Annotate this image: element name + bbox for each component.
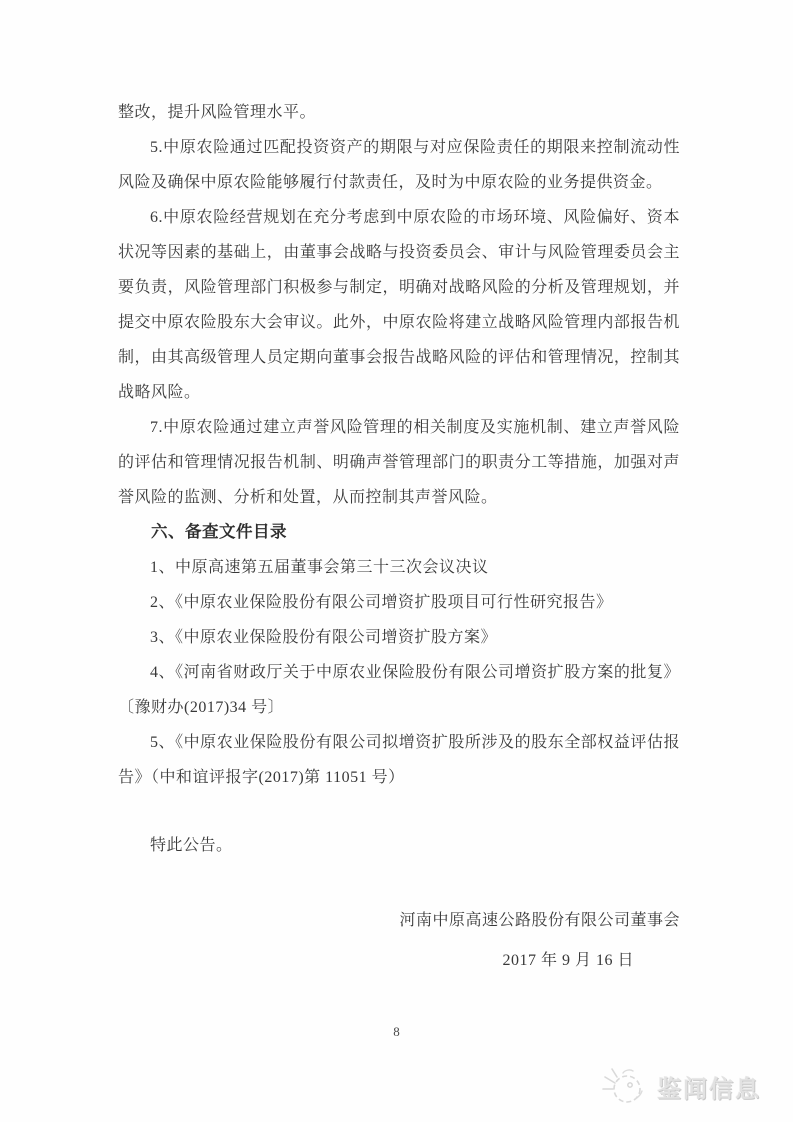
body-paragraph: 整改，提升风险管理水平。 bbox=[118, 104, 317, 121]
list-item: 4、《河南省财政厅关于中原农业保险股份有限公司增资扩股方案的批复》〔豫财办(2017)34 号〕 bbox=[118, 664, 680, 716]
list-item: 5、《中原农业保险股份有限公司拟增资扩股所涉及的股东全部权益评估报告》（中和谊评报字(2017)第 11051 号） bbox=[118, 734, 680, 786]
body-paragraph: 6.中原农险经营规划在充分考虑到中原农险的市场环境、风险偏好、资本状况等因素的基础上，由董事会战略与投资委员会、审计与风险管理委员会主要负责，风险管理部门积极参与制定，明确对战略风险的分析及管理规划，并提交中原农险股东大会审议。此外，中原农险将建立战略风险管理内部报告机制，由其高级管理人员定期向董事会报告战略风险的评估和管理情况，控制其战略风险。 bbox=[118, 209, 680, 401]
watermark bbox=[597, 1063, 761, 1109]
closing-statement: 特此公告。 bbox=[150, 837, 233, 854]
list-item: 1、中原高速第五届董事会第三十三次会议决议 bbox=[150, 559, 489, 576]
section-heading: 六、备查文件目录 bbox=[151, 523, 287, 541]
body-paragraph: 5.中原农险通过匹配投资资产的期限与对应保险责任的期限来控制流动性风险及确保中原农险能够履行付款责任，及时为中原农险的业务提供资金。 bbox=[118, 139, 680, 191]
document-body bbox=[118, 95, 680, 978]
body-paragraph: 7.中原农险通过建立声誉风险管理的相关制度及实施机制、建立声誉风险的评估和管理情况报告机制、明确声誉管理部门的职责分工等措施，加强对声誉风险的监测、分析和处置，从而控制其声誉风险。 bbox=[118, 419, 680, 506]
signature-date: 2017 年 9 月 16 日 bbox=[502, 952, 634, 969]
signature-company: 河南中原高速公路股份有限公司董事会 bbox=[399, 912, 680, 929]
megaphone-sketch-icon bbox=[597, 1063, 649, 1109]
list-item: 3、《中原农业保险股份有限公司增资扩股方案》 bbox=[150, 629, 498, 646]
page-number: 8 bbox=[393, 1024, 400, 1039]
watermark-label: 鉴闻信息 bbox=[657, 1075, 761, 1103]
list-item: 2、《中原农业保险股份有限公司增资扩股项目可行性研究报告》 bbox=[150, 594, 613, 611]
